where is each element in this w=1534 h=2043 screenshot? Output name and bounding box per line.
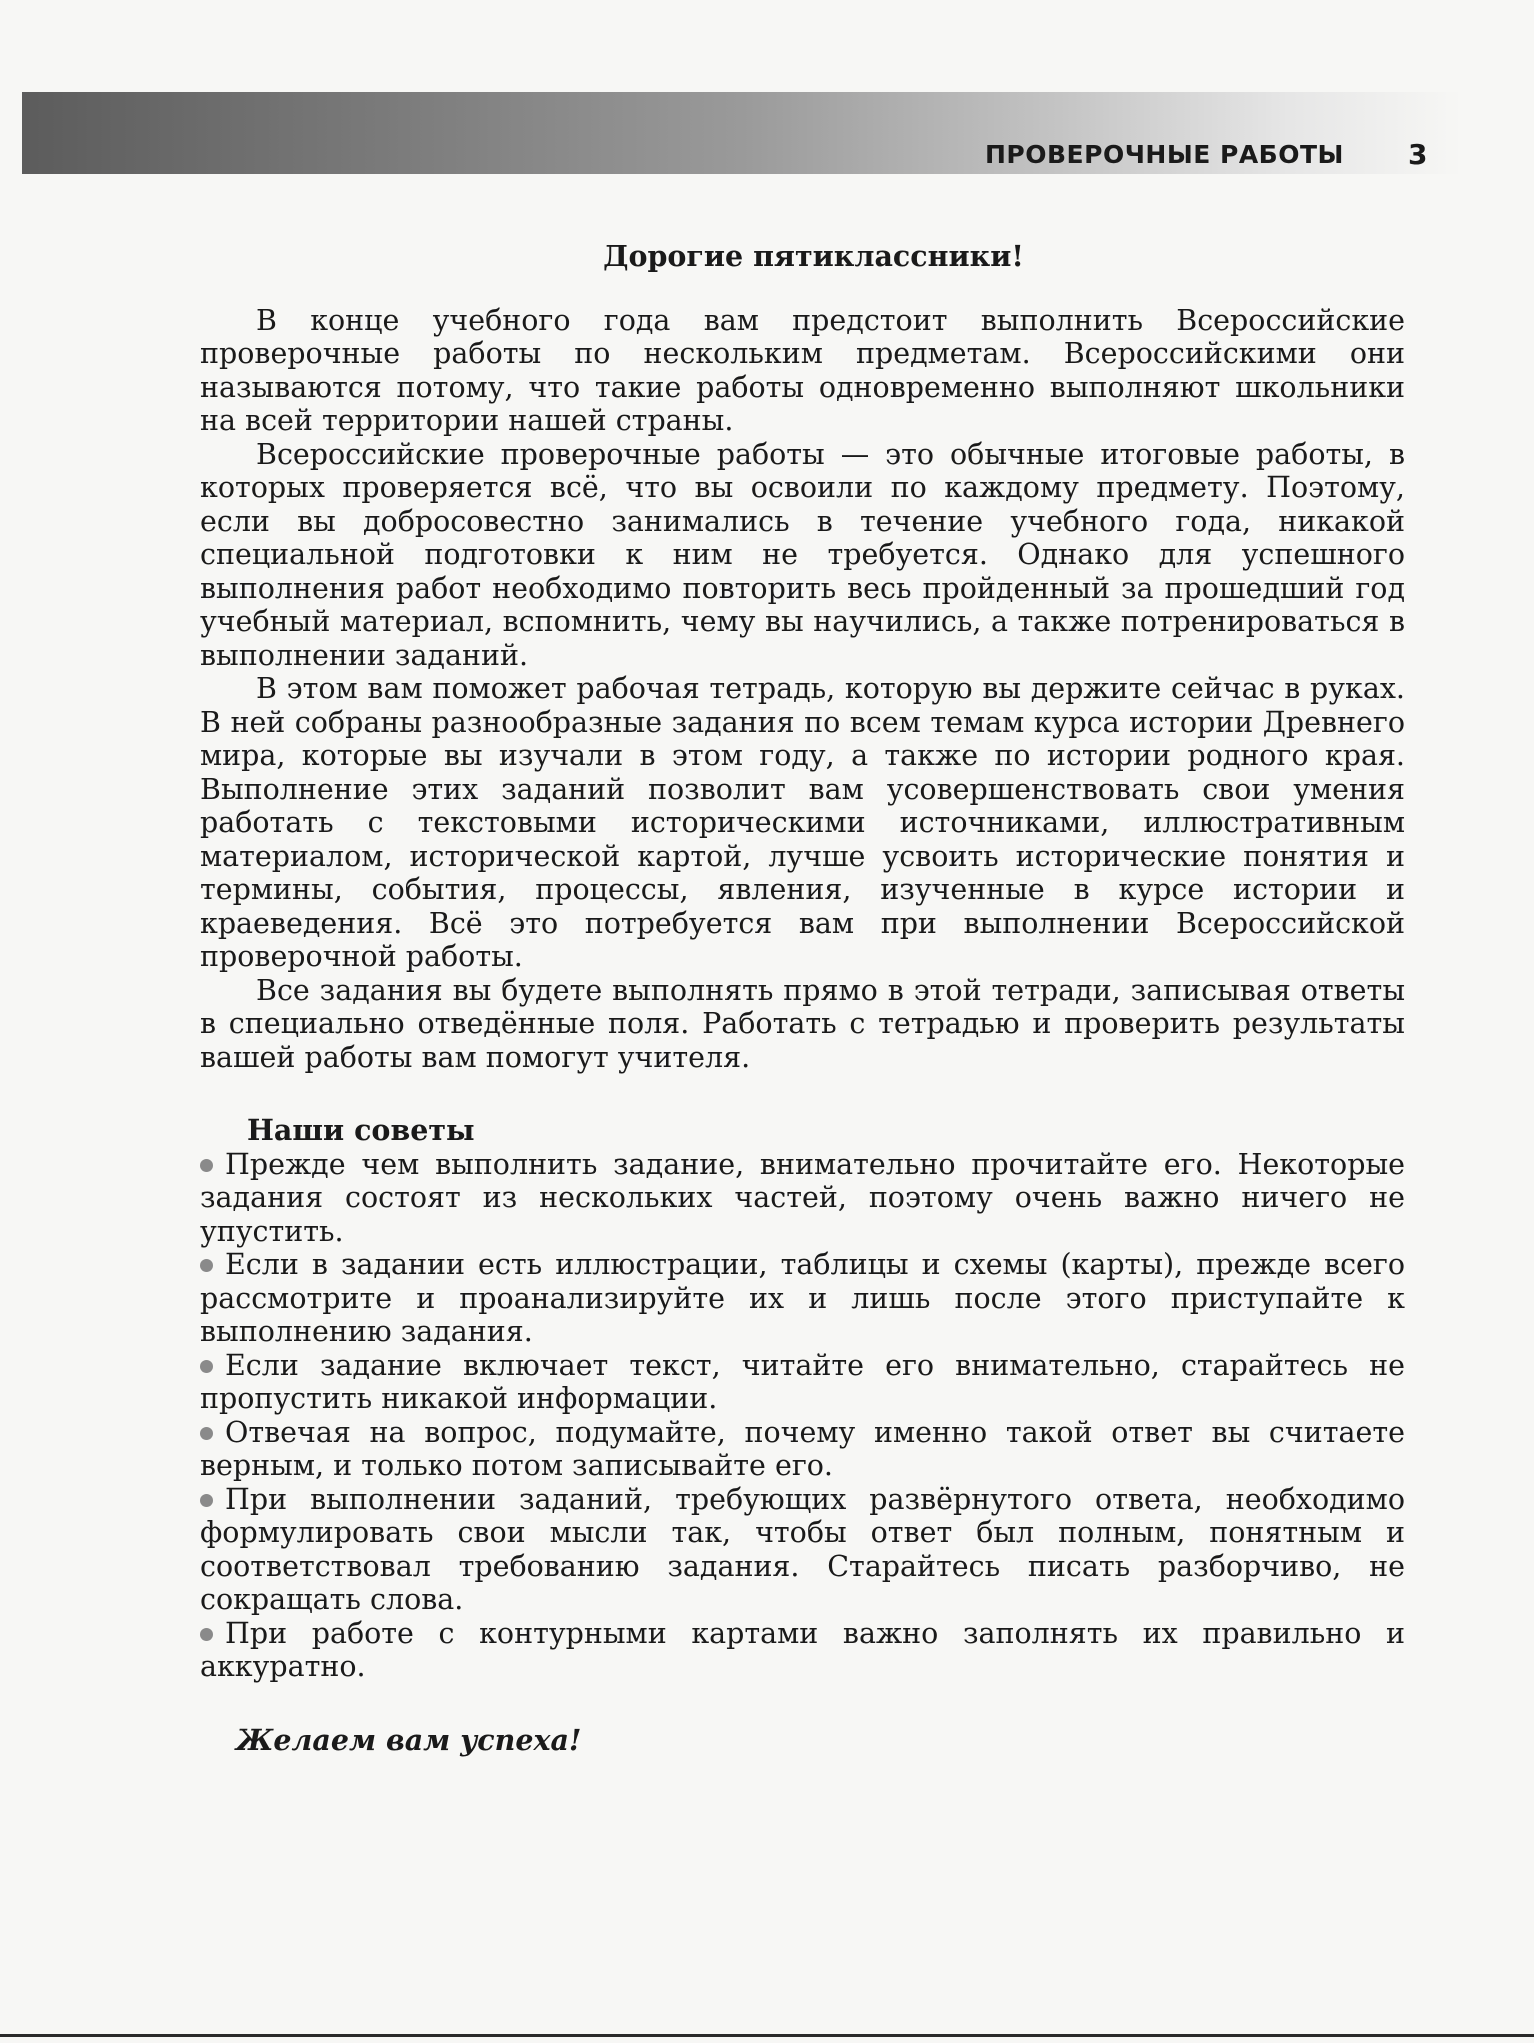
page-number: 3 [1408,138,1428,171]
advice-item [200,1148,1405,1249]
advice-item-text: Если в задании есть иллюстрации, таблицы и схемы (карты), прежде всего рассмотрите и проанализируйте их и лишь после этого приступайте к выполнению задания. [200,1248,1405,1348]
advice-item-text: Прежде чем выполнить задание, внимательно прочитайте его. Некоторые задания состоят из нескольких частей, поэтому очень важно ничего не упустить. [200,1147,1405,1248]
intro-paragraph-1: В конце учебного года вам предстоит выполнить Всероссийские проверочные работы по нескольким предметам. Всероссийскими они называются потому, что такие работы одновременно выполняют школьники на всей территории нашей страны. [200,303,1405,437]
greeting-heading: Дорогие пятиклассники! [603,239,1024,273]
running-header-title: ПРОВЕРОЧНЫЕ РАБОТЫ [985,140,1344,169]
bullet-icon [200,1494,213,1507]
advice-item [200,1483,1405,1617]
bullet-icon [200,1628,213,1641]
page-body [200,240,1405,1757]
advice-item-text: Отвечая на вопрос, подумайте, почему именно такой ответ вы считаете верным, и только потом записывайте его. [200,1415,1405,1482]
intro-paragraph-3: В этом вам поможет рабочая тетрадь, которую вы держите сейчас в руках. В ней собраны разнообразные задания по всем темам курса истории Древнего мира, которые вы изучали в этом году, а также по истории родного края. Выполнение этих заданий позволит вам усовершенствовать свои умения работать с текстовыми историческими источниками, иллюстративным материалом, исторической картой, лучше усвоить исторические понятия и термины, события, процессы, явления, изученные в курсе истории и краеведения. Всё это потребуется вам при выполнении Всероссийской проверочной работы. [200,672,1405,973]
bullet-icon [200,1159,213,1172]
advice-item [200,1617,1405,1684]
intro-paragraph-2: Всероссийские проверочные работы — это обычные итоговые работы, в которых проверяется всё, что вы освоили по каждому предмету. Поэтому, если вы добросовестно занимались в течение учебного года, никакой специальной подготовки к ним не требуется. Однако для успешного выполнения работ необходимо повторить весь пройденный за прошедший год учебный материал, вспомнить, чему вы научились, а также потренироваться в выполнении заданий. [200,437,1405,672]
bullet-icon [200,1259,213,1272]
closing-wish: Желаем вам успеха! [236,1722,582,1757]
bullet-icon [200,1360,213,1373]
advice-item [200,1248,1405,1349]
advice-item-text: При работе с контурными картами важно заполнять их правильно и аккуратно. [200,1616,1405,1683]
intro-paragraph-4: Все задания вы будете выполнять прямо в этой тетради, записывая ответы в специально отведённые поля. Работать с тетрадью и проверить результаты вашей работы вам помогут учителя. [200,973,1405,1074]
advice-list [200,1148,1405,1684]
advice-item-text: Если задание включает текст, читайте его внимательно, старайтесь не пропустить никакой информации. [200,1348,1405,1415]
advice-item-text: При выполнении заданий, требующих развёрнутого ответа, необходимо формулировать свои мысли так, чтобы ответ был полным, понятным и соответствовал требованию задания. Старайтесь писать разборчиво, не сокращать слова. [200,1482,1405,1616]
advice-item [200,1349,1405,1416]
advice-heading: Наши советы [247,1113,475,1147]
bullet-icon [200,1427,213,1440]
advice-item [200,1416,1405,1483]
page-bottom-edge [0,2034,1534,2037]
